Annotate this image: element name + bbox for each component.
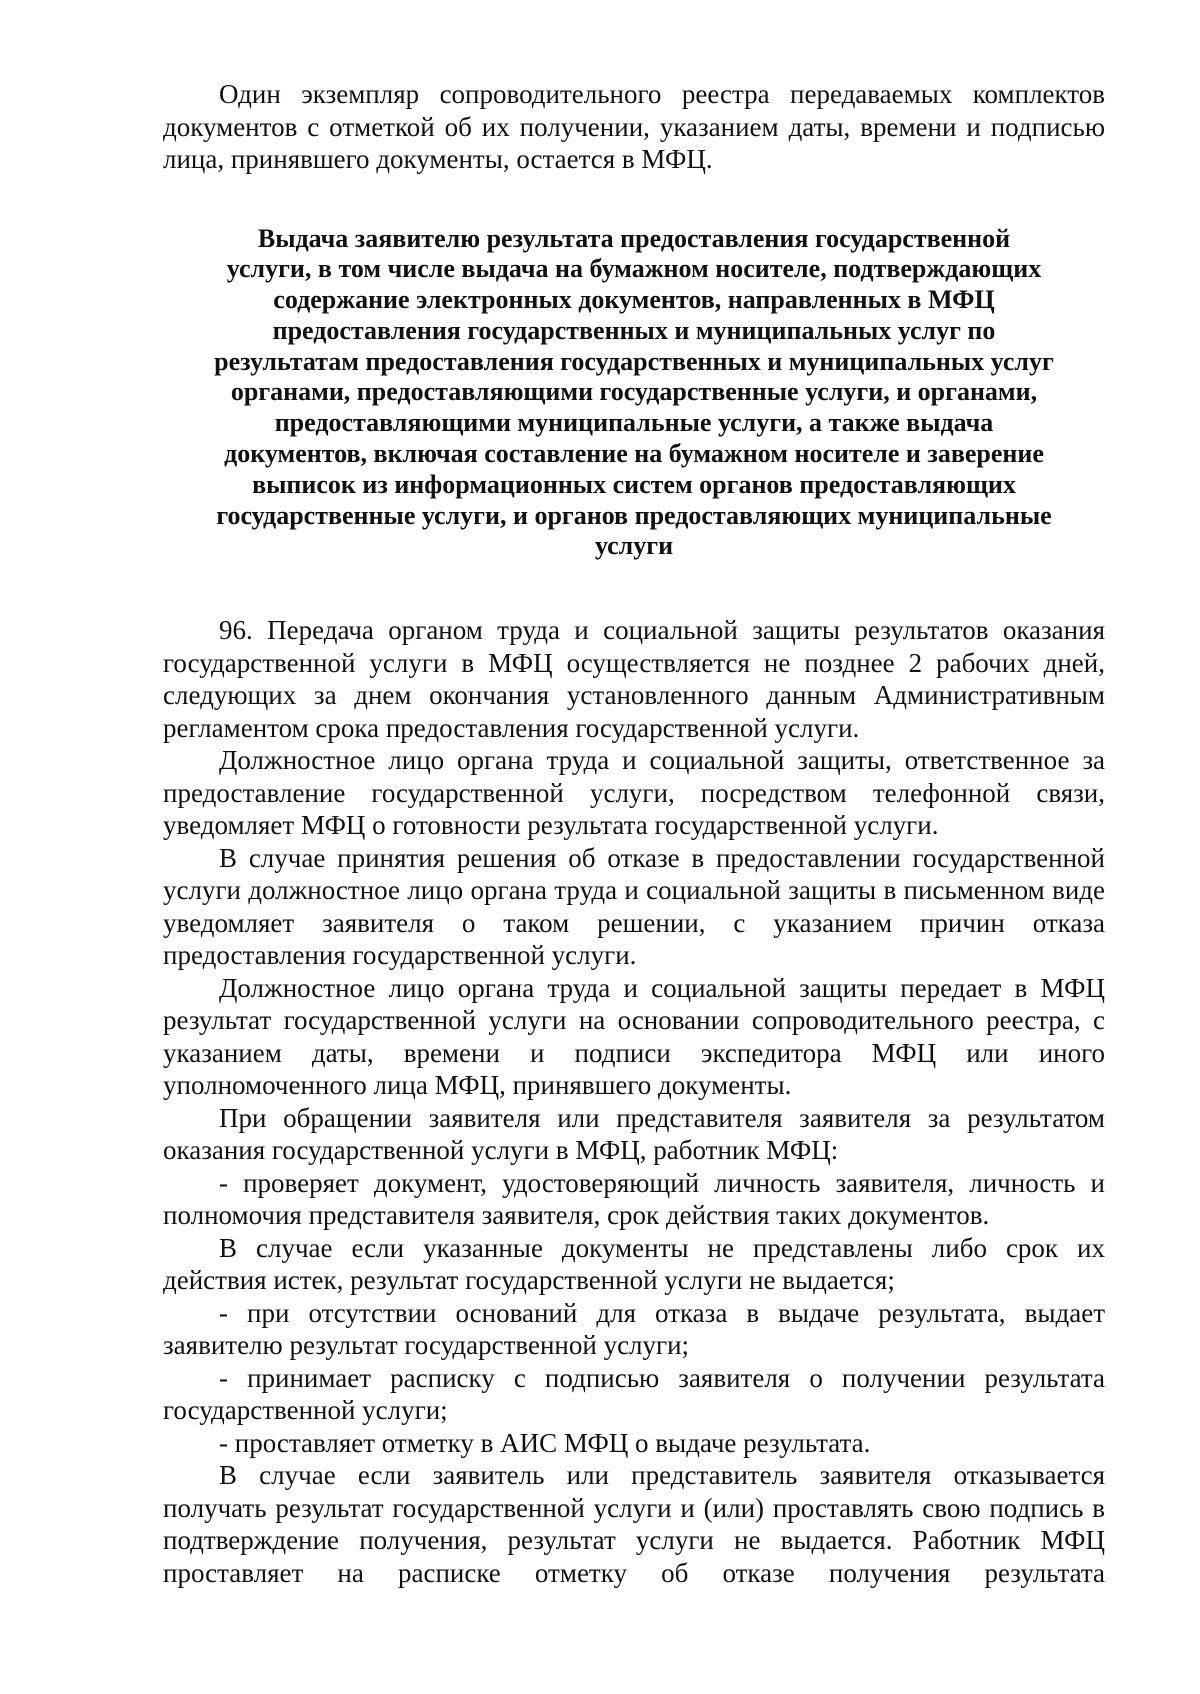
list-item: - принимает расписку с подписью заявителя о получении результата государственной услуги; xyxy=(163,1362,1105,1426)
heading-line: Выдача заявителю результата предоставления государственной xyxy=(257,223,1011,253)
section-heading xyxy=(163,224,1105,563)
heading-line: государственные услуги, и органов предоставляющих муниципальные xyxy=(216,500,1052,530)
heading-line: результатам предоставления государственных и муниципальных услуг xyxy=(214,346,1054,376)
heading-line: предоставляющими муниципальные услуги, а также выдача xyxy=(274,408,994,438)
heading-line: органами, предоставляющими государственные услуги, и органами, xyxy=(230,377,1038,407)
heading-line: предоставления государственных и муниципальных услуг по xyxy=(272,315,996,345)
heading-line: документов, включая составление на бумажном носителе и заверение xyxy=(224,439,1044,469)
paragraph: В случае если заявитель или представитель заявителя отказывается получать результат государственной услуги и (или) проставлять свою подпись в подтверждение получения, результат услуги не выдается. Работник МФЦ проставляет на расписке отметку об отказе получения результата xyxy=(163,1460,1105,1588)
paragraph: Должностное лицо органа труда и социальной защиты передает в МФЦ результат государственной услуги на основании сопроводительного реестра, с указанием даты, времени и подписи экспедитора МФЦ или иного уполномоченного лица МФЦ, принявшего документы. xyxy=(163,972,1105,1101)
paragraph: При обращении заявителя или представителя заявителя за результатом оказания государственной услуги в МФЦ, работник МФЦ: xyxy=(163,1102,1105,1166)
paragraph: В случае принятия решения об отказе в предоставлении государственной услуги должностное лицо органа труда и социальной защиты в письменном виде уведомляет заявителя о таком решении, с указанием причин отказа предоставления государственной услуги. xyxy=(163,842,1105,971)
paragraph-96: 96. Передача органом труда и социальной защиты результатов оказания государственной услуги в МФЦ осуществляется не позднее 2 рабочих дней, следующих за днем окончания установленного данным Административным регламентом срока предоставления государственной услуги. xyxy=(163,615,1105,743)
heading-line: содержание электронных документов, направленных в МФЦ xyxy=(273,285,995,315)
list-item: - при отсутствии оснований для отказа в выдаче результата, выдает заявителю результат государственной услуги; xyxy=(163,1297,1105,1361)
heading-line: выписок из информационных систем органов предоставляющих xyxy=(252,469,1016,499)
list-item: - проставляет отметку в АИС МФЦ о выдаче результата. xyxy=(219,1427,871,1458)
paragraph: В случае если указанные документы не представлены либо срок их действия истек, результат государственной услуги не выдается; xyxy=(163,1232,1105,1296)
paragraph: Должностное лицо органа труда и социальной защиты, ответственное за предоставление государственной услуги, посредством телефонной связи, уведомляет МФЦ о готовности результата государственной услуги. xyxy=(163,745,1105,841)
heading-line: услуги, в том числе выдача на бумажном носителе, подтверждающих xyxy=(226,254,1042,284)
intro-paragraph: Один экземпляр сопроводительного реестра передаваемых комплектов документов с отметкой об их получении, указанием даты, времени и подписью лица, принявшего документы, остается в МФЦ. xyxy=(163,79,1105,174)
heading-line: услуги xyxy=(594,531,674,561)
list-item: - проверяет документ, удостоверяющий личность заявителя, личность и полномочия представителя заявителя, срок действия таких документов. xyxy=(163,1167,1105,1231)
